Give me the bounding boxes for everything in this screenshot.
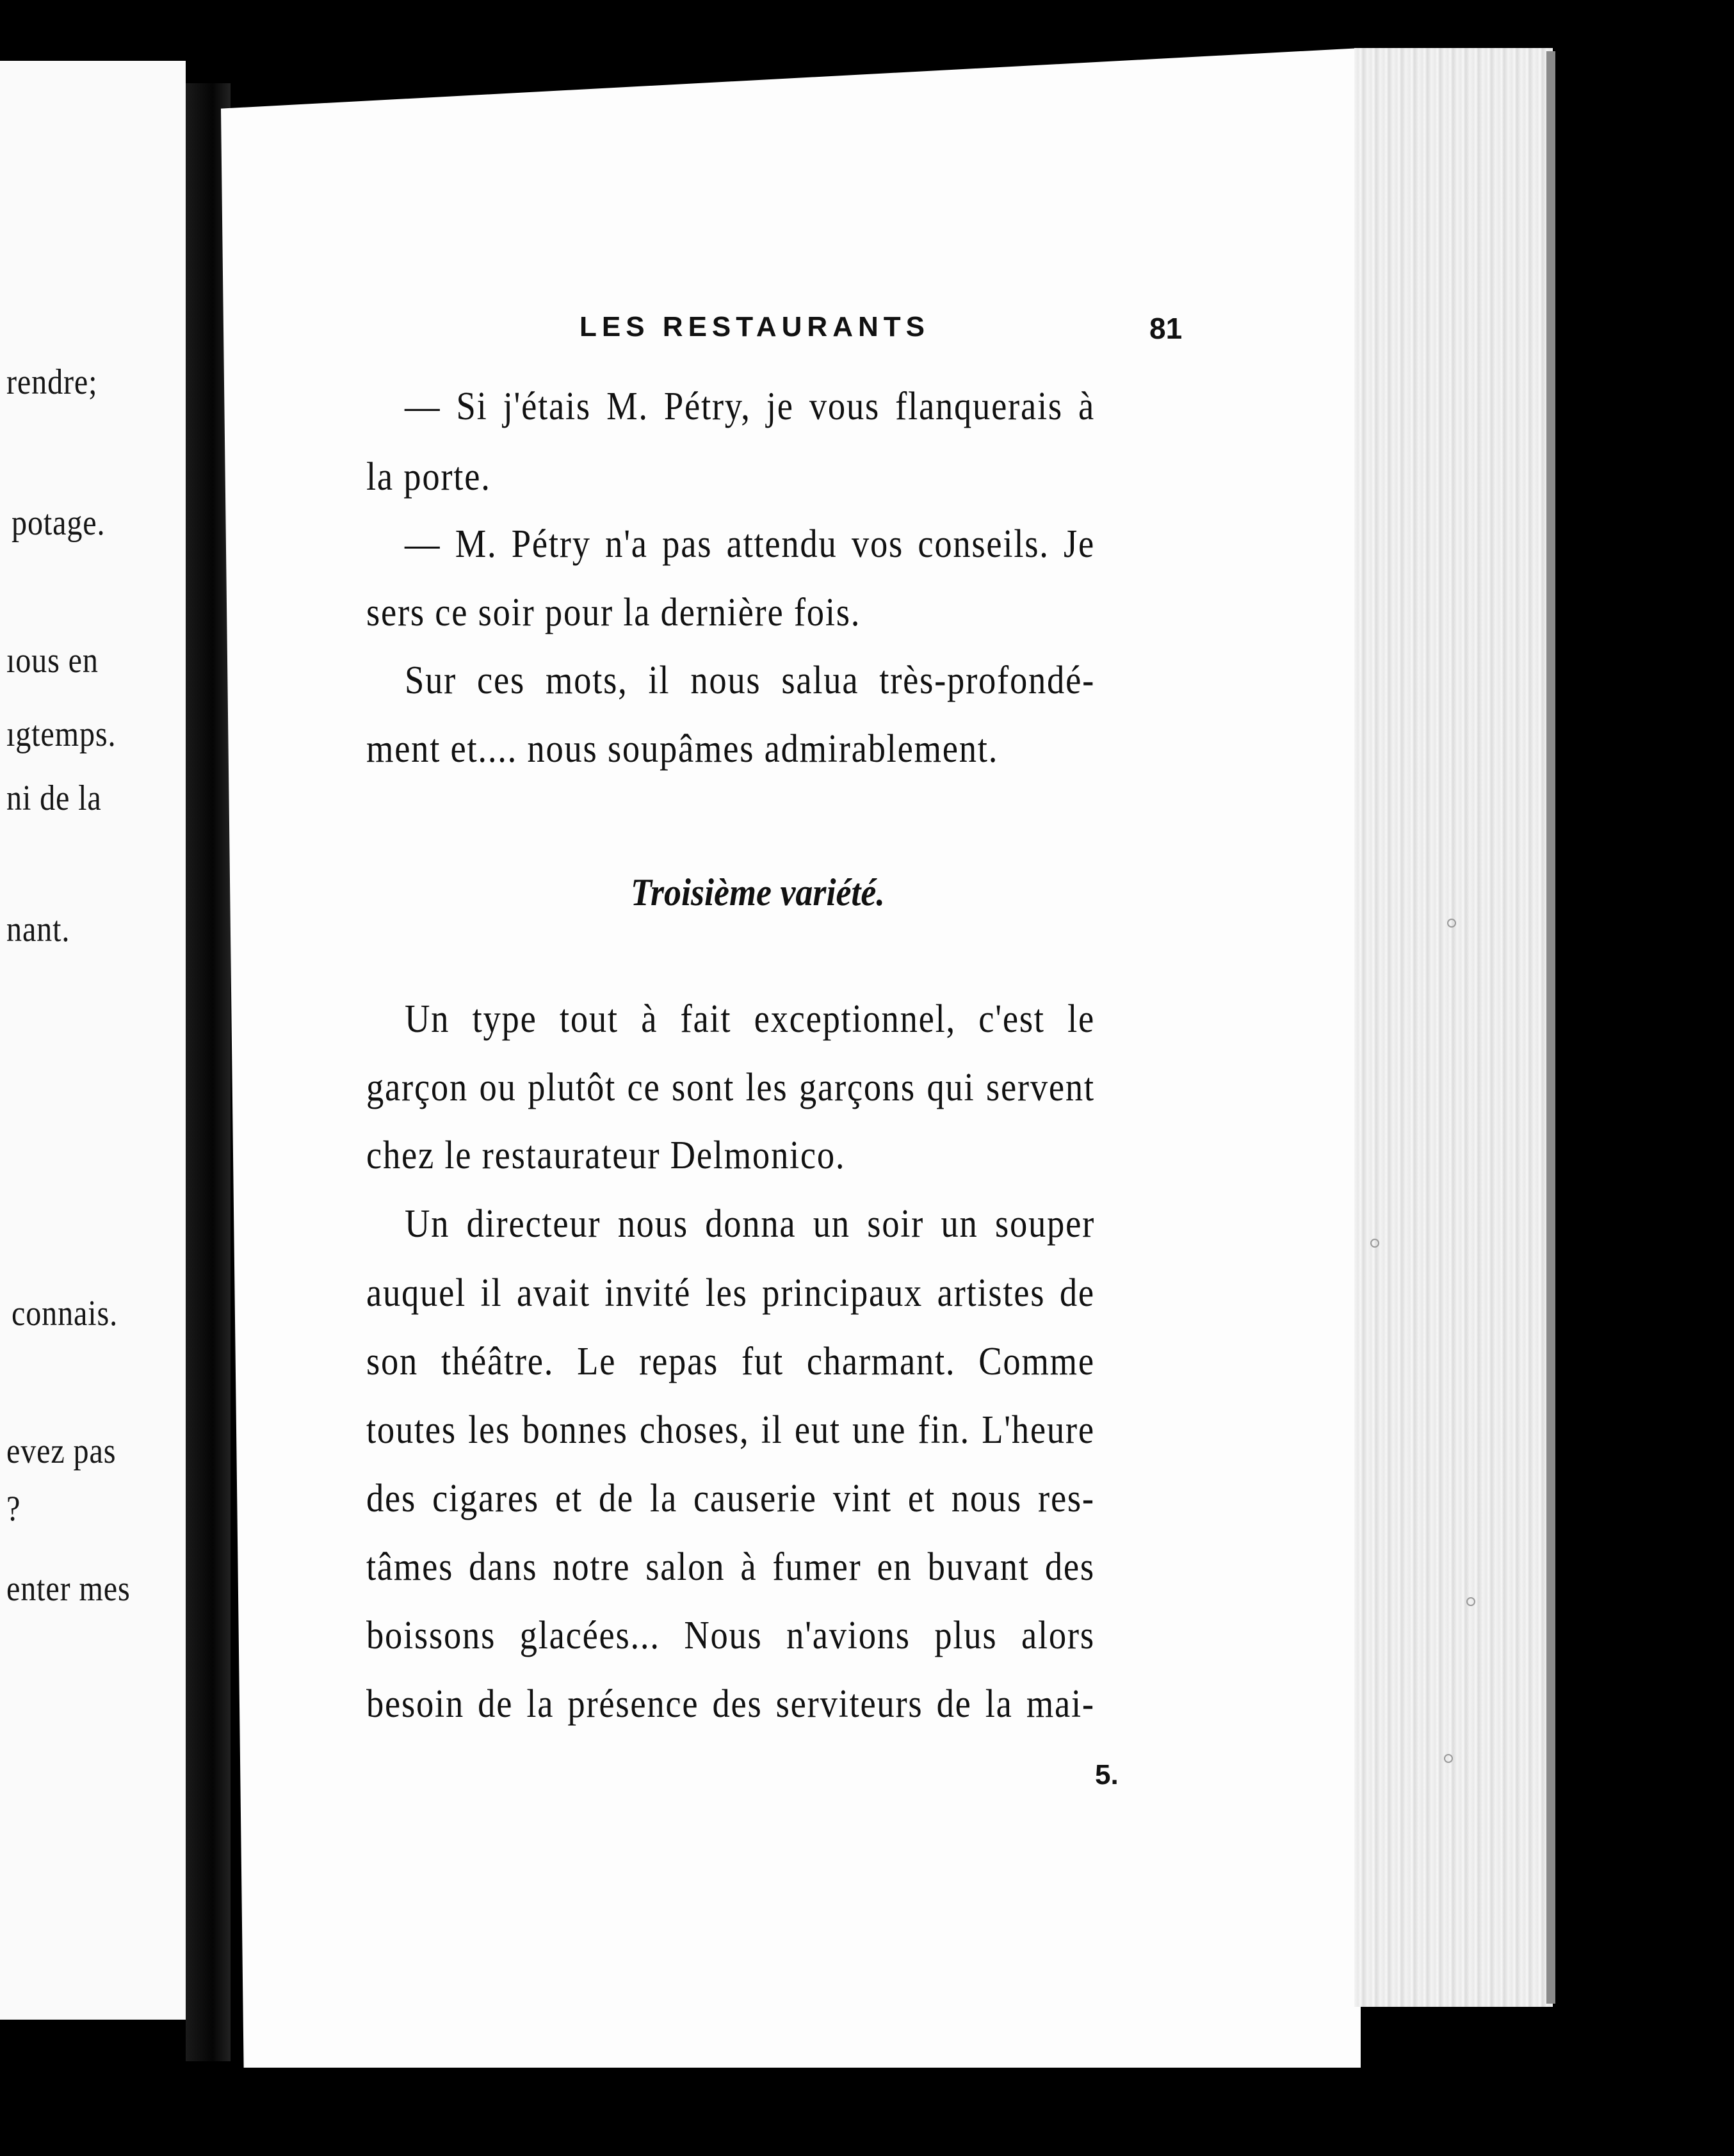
body-line: Un type tout à fait exceptionnel, c'est le <box>405 997 1095 1041</box>
left-page-line: nant. <box>6 910 70 949</box>
body-line: — M. Pétry n'a pas attendu vos conseils. Je <box>405 522 1095 566</box>
body-line: auquel il avait invité les principaux artistes de <box>366 1271 1095 1315</box>
body-line: sers ce soir pour la dernière fois. <box>366 591 861 634</box>
section-heading: Troisième variété. <box>631 871 885 913</box>
body-line: besoin de la présence des serviteurs de la mai- <box>366 1682 1095 1726</box>
left-page-line: ni de la <box>6 778 102 818</box>
signature-mark: 5. <box>1095 1759 1119 1790</box>
running-head: LES RESTAURANTS <box>579 311 930 342</box>
body-line: des cigares et de la causerie vint et nous res- <box>366 1477 1095 1520</box>
left-page-line: ? <box>6 1489 21 1529</box>
page-number: 81 <box>1149 312 1183 345</box>
left-page-line: connais. <box>12 1294 118 1333</box>
body-line: Un directeur nous donna un soir un souper <box>405 1202 1095 1246</box>
body-line: son théâtre. Le repas fut charmant. Comme <box>366 1340 1095 1383</box>
left-page-line: potage. <box>12 503 106 543</box>
body-line: boissons glacées... Nous n'avions plus alors <box>366 1614 1095 1657</box>
left-page-line: ıous en <box>6 641 99 680</box>
body-line: chez le restaurateur Delmonico. <box>366 1134 846 1177</box>
body-line: ment et.... nous soupâmes admirablement. <box>366 727 999 771</box>
book-gutter <box>186 83 231 2061</box>
left-page-line: enter mes <box>6 1569 131 1609</box>
page-edges <box>1354 48 1553 2007</box>
body-line: la porte. <box>366 455 491 499</box>
body-line: garçon ou plutôt ce sont les garçons qui servent <box>366 1066 1095 1109</box>
left-page-line: ıgtemps. <box>6 714 117 754</box>
scan-speck <box>1444 1754 1453 1763</box>
body-line: toutes les bonnes choses, il eut une fin. L'heure <box>366 1408 1095 1452</box>
body-line: Sur ces mots, il nous salua très-profondé- <box>405 659 1095 702</box>
scan-speck <box>1447 919 1456 928</box>
scan-speck <box>1466 1597 1475 1606</box>
body-line: — Si j'étais M. Pétry, je vous flanquerais à <box>405 385 1095 428</box>
right-page <box>221 48 1361 2068</box>
left-page-line: rendre; <box>6 362 98 402</box>
page-edge-shadow <box>1546 51 1555 2004</box>
left-page-fragment <box>0 61 186 2020</box>
scan-speck <box>1370 1239 1379 1248</box>
left-page-line: evez pas <box>6 1431 117 1471</box>
body-line: tâmes dans notre salon à fumer en buvant des <box>366 1545 1095 1589</box>
